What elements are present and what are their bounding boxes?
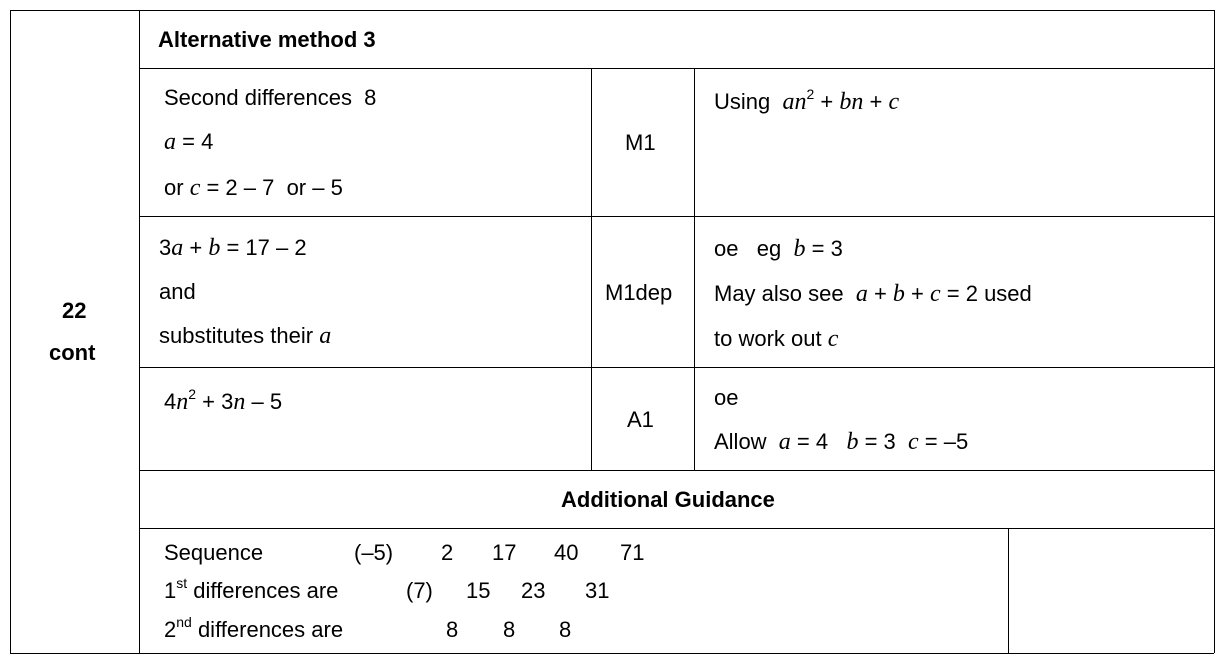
left-border xyxy=(10,10,11,653)
row1-comment: Using $an^2$ + bn + c xyxy=(714,86,900,115)
first-difference-value: 15 xyxy=(466,578,491,603)
row2-line1: 3a + b = 17 – 2 xyxy=(159,235,307,261)
sequence-label: Sequence xyxy=(164,540,264,565)
second-difference-value: 8 xyxy=(503,617,516,642)
row3-mark: A1 xyxy=(627,407,654,432)
sequence-value: 17 xyxy=(492,540,517,565)
row1-divider xyxy=(139,216,1214,217)
sequence-value: 2 xyxy=(441,540,454,565)
row3-comment1: oe xyxy=(714,385,739,410)
row2-comment3: to work out c xyxy=(714,326,839,352)
guidance-title: Additional Guidance xyxy=(561,487,775,512)
guidance-col-divider xyxy=(1008,528,1009,653)
row3-comment2: Allow a = 4 b = 3 c = –5 xyxy=(714,429,969,455)
row2-comment2: May also see a + b + c = 2 used xyxy=(714,281,1032,307)
first-difference-value: 31 xyxy=(585,578,610,603)
second-difference-value: 8 xyxy=(559,617,572,642)
row1-mark: M1 xyxy=(625,130,656,155)
guidance-header-divider xyxy=(139,528,1214,529)
row2-mark: M1dep xyxy=(605,280,673,305)
right-border xyxy=(1214,10,1215,653)
second-differences-label: 2nd differences are xyxy=(164,614,344,642)
row3-divider xyxy=(139,470,1214,471)
row1-line1: Second differences 8 xyxy=(164,85,377,110)
row3-answer: $4n^2 + 3n - 5$ xyxy=(164,386,283,415)
row2-line3: substitutes their a xyxy=(159,323,332,349)
row2-line2: and xyxy=(159,279,196,304)
method-header-divider xyxy=(139,68,1214,69)
row2-comment1: oe eg b = 3 xyxy=(714,236,843,262)
question-number: 22 xyxy=(62,298,87,323)
first-differences-label: 1st differences are xyxy=(164,575,339,603)
question-divider xyxy=(139,10,140,653)
sequence-value: 40 xyxy=(554,540,579,565)
bottom-border xyxy=(10,653,1214,654)
question-suffix: cont xyxy=(49,340,96,365)
sequence-value: (–5) xyxy=(354,540,394,565)
mark-col-left xyxy=(591,68,592,470)
row2-divider xyxy=(139,367,1214,368)
row1-line3: or c = 2 – 7 or – 5 xyxy=(164,175,343,201)
sequence-value: 71 xyxy=(620,540,645,565)
second-difference-value: 8 xyxy=(446,617,459,642)
row1-line2: a = 4 xyxy=(164,129,214,155)
mark-col-right xyxy=(694,68,695,470)
method-title: Alternative method 3 xyxy=(158,27,376,52)
top-border xyxy=(10,10,1214,11)
first-difference-value: 23 xyxy=(521,578,546,603)
first-difference-value: (7) xyxy=(406,578,433,603)
